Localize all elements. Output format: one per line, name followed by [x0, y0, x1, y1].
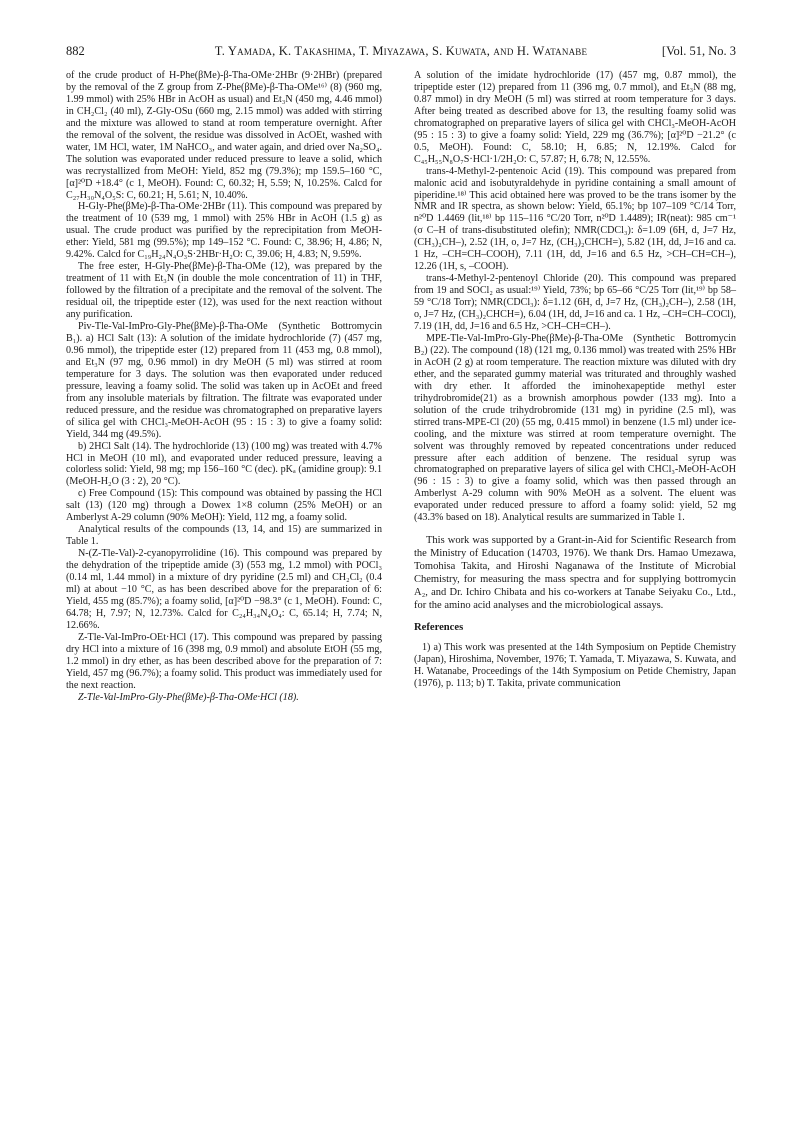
paragraph: trans-4-Methyl-2-pentenoyl Chloride (20). This compound was prepared from 19 and SOCl₂ as usual:¹⁹⁾ Yield, 73%; bp 65–66 °C/25 Torr (lit,¹⁹⁾ bp 58–59 °C/18 Torr); NMR(CDCl₃): δ=1.12 (6H, d, J=7 Hz, (CH₃)₂CH–), 2.58 (1H, o, J=7 Hz, (CH₃)₂CHCH=), 6.04 (1H, dd, J=16 and ca. 1 Hz, –CH=CH–COCl), 7.19 (1H, dd, J=16 and 6.5 Hz, >CH–CH=CH–). [414, 273, 736, 333]
running-authors: T. Yamada, K. Takashima, T. Miyazawa, S. Kuwata, and H. Watanabe [214, 44, 588, 58]
references-heading: References [414, 622, 464, 634]
paragraph: of the crude product of H-Phe(βMe)-β-Tha-OMe·2HBr (9·2HBr) (prepared by the removal of the Z group from Z-Phe(βMe)-β-Tha-OMe¹⁶⁾ (8) (960 mg, 1.99 mmol) with 25% HBr in AcOH as usual) and Et₃N (450 mg, 4.46 mmol) in CH₂Cl₂ (40 ml), Z-Gly-OSu (660 mg, 2.15 mmol) was added with stirring and the mixture was allowed to stand at room temperature overnight. After the removal of the solvent, the residue was dissolved in AcOEt, washed with water, 1M HCl, water, 1M NaHCO₃, and water again, and dried over Na₂SO₄. The solution was evaporated under reduced pressure to leave a solid, which was recrystallized from MeOH: Yield, 852 mg (79.3%); mp 159.5–160 °C, [α]²⁰D +18.4° (c 1, MeOH). Found: C, 60.32; H, 5.59; N, 10.25%. Calcd for C₂₇H₃₀N₄O₅S: C, 60.21; H, 5.61; N, 10.40%. [66, 70, 382, 201]
paragraph: c) Free Compound (15): This compound was obtained by passing the HCl salt (13) (120 mg) through a Dowex 1×8 column (25% MeOH) or an Amberlyst A-29 column (90% MeOH): Yield, 112 mg, a foamy solid. [66, 488, 382, 524]
reference-item: 1) a) This work was presented at the 14th Symposium on Peptide Chemistry (Japan), Hiroshima, November, 1976; T. Yamada, T. Miyazawa, S. Kuwata, and H. Watanabe, Proceedings of the 14th Symposium on Petide Chemistry, Japan (1976), p. 113; b) T. Takita, private communication [414, 642, 736, 690]
paragraph: The free ester, H-Gly-Phe(βMe)-β-Tha-OMe (12), was prepared by the treatment of 11 with Et₃N (in double the mole concentration of 11) in THF, followed by the filtration of a precipitate and the removal of the solvent. The residual oil, the tripeptide ester (12), was used for the next reaction without any purification. [66, 261, 382, 321]
acknowledgement: This work was supported by a Grant-in-Aid for Scientific Research from the Ministry of Education (14703, 1976). We thank Drs. Hamao Umezawa, Tomohisa Takita, and Hiroshi Naganawa of the Institute of Microbial Chemistry, for measuring the mass spectra and for supplying bottromycin A₂, and Dr. Ichiro Chibata and his co-workers at Tanabe Seiyaku Co., Ltd., for the amino acid analyses and the microbiological assays. [414, 535, 736, 612]
running-header [66, 44, 736, 66]
paragraph: trans-4-Methyl-2-pentenoic Acid (19). This compound was prepared from malonic acid and isobutyraldehyde in pyridine containing a small amount of piperidine.¹⁸⁾ This acid obtained here was proved to be the trans isomer by the NMR and IR spectra, as shown below: Yield, 65.1%; bp 107–109 °C/14 Torr, n²⁰D 1.4469 (lit,¹⁸⁾ bp 115–116 °C/20 Torr, n²⁰D 1.4489); IR(neat): 985 cm⁻¹ (σ C–H of trans-disubstituted olefin); NMR(CDCl₃): δ=1.09 (6H, d, J=7 Hz, (CH₃)₂CH–), 2.52 (1H, o, J=7 Hz, (CH₃)₂CHCH=), 5.82 (1H, dd, J=16 and ca. 1 Hz, –CH=CH–COOH), 7.11 (1H, dd, J=16 and 6.5 Hz, >CH–CH=CH–), 12.26 (1H, s, –COOH). [414, 165, 736, 273]
left-column [66, 70, 382, 704]
paragraph: H-Gly-Phe(βMe)-β-Tha-OMe·2HBr (11). This compound was prepared by the treatment of 10 (539 mg, 1 mmol) with 25% HBr in AcOH (1.5 g) as usual. The crude product was purified by the reprecipitation from MeOH-ether: Yield, 581 mg (99.5%); mp 149–152 °C. Found: C, 38.96; H, 4.86; N, 9.42%. Calcd for C₁₉H₂₄N₄O₃S·2HBr·H₂O: C, 39.06; H, 4.83; N, 9.59%. [66, 201, 382, 261]
page-number: 882 [66, 44, 85, 58]
paragraph: N-(Z-Tle-Val)-2-cyanopyrrolidine (16). This compound was prepared by the dehydration of the tripeptide amide (3) (553 mg, 1.2 mmol) with POCl₃ (0.14 ml, 1.44 mmol) in a mixture of dry pyridine (2.5 ml) and CH₂Cl₂ (0.4 ml) at about −10 °C, as has been described above for the preparation of 6: Yield, 455 mg (85.7%); a foamy solid, [α]²⁰D −98.3° (c 1, MeOH). Found: C, 64.78; H, 7.97; N, 12.73%. Calcd for C₂₄H₃₄N₄O₄: C, 65.14; H, 7.74; N, 12.66%. [66, 548, 382, 631]
paragraph: b) 2HCl Salt (14). The hydrochloride (13) (100 mg) was treated with 4.7% HCl in MeOH (10 ml), and evaporated under reduced pressure, leaving a colorless solid: Yield, 98 mg; mp 156–160 °C (dec). pKₐ (amidine group): 9.1 (MeOH-H₂O (3 : 2), 20 °C). [66, 440, 382, 488]
paragraph: Piv-Tle-Val-ImPro-Gly-Phe(βMe)-β-Tha-OMe (Synthetic Bottromycin B₁). a) HCl Salt (13): A solution of the imidate hydrochloride (7) (457 mg, 0.96 mmol), the tripeptide ester (12) prepared from 11 (453 mg, 0.8 mmol), and Et₃N (97 mg, 0.96 mmol) in dry MeOH (5 ml) was stirred at room temperature for 3 days. The solution was then evaporated under reduced pressure, leaving a foamy solid. The solid was taken up in AcOEt and freed from any insoluble materials by filtration. The filtrate was evaporated under reduced pressure, and the residue was chromatographed on preparative layers of silica gel with CHCl₃-MeOH-AcOH (95 : 15 : 3) to give a foamy solid: Yield, 344 mg (49.5%). [66, 321, 382, 440]
paragraph: Z-Tle-Val-ImPro-OEt·HCl (17). This compound was prepared by passing dry HCl into a mixture of 16 (398 mg, 0.9 mmol) and absolute EtOH (55 mg, 1.2 mmol) in dry ether, as has been described above for the preparation of 7: Yield, 457 mg (96.7%); a foamy solid. This product was immediately used for the next reaction. [66, 631, 382, 691]
paragraph: A solution of the imidate hydrochloride (17) (457 mg, 0.87 mmol), the tripeptide ester (12) prepared from 11 (396 mg, 0.7 mmol), and Et₃N (88 mg, 0.87 mmol) in dry MeOH (5 ml) was stirred at room temperature for 3 days. After being treated as described above for 13, the resulting foamy solid was chromatographed on preparative layers of silica gel with CHCl₃-MeOH-AcOH (95 : 15 : 3) to give a foamy solid: Yield, 229 mg (36.7%); [α]²⁰D −21.2° (c 0.5, MeOH). Found: C, 58.10; H, 6.85; N, 12.19%. Calcd for C₄₅H₅₅N₈O₇S·HCl·1/2H₂O: C, 57.87; H, 6.78; N, 12.55%. [414, 70, 736, 165]
paragraph: MPE-Tle-Val-ImPro-Gly-Phe(βMe)-β-Tha-OMe (Synthetic Bottromycin B₂) (22). The compound (18) (121 mg, 0.136 mmol) was treated with 25% HBr in AcOH (2 g) at room temperature. The reaction mixture was diluted with dry ether, and the separated gummy material was triturated and throughly washed with dry ether. It afforded the iminohexapeptide methyl ester trihydrobromide(21) as a brownish amorphous powder (133 mg). Into a solution of the crude trihydrobromide (131 mg) in pyridine (2.5 ml), was stirred trans-MPE-Cl (20) (55 mg, 0.415 mmol) in benzene (1.5 ml) under ice-cooling, and the mixture was stirred at room temperature overnight. The solvent was throughly removed by repeated concentrations under reduced pressure after each addition of benzene. The residual syrup was chromatographed on preparative layers of silica gel with CHCl₃-MeOH-AcOH (96 : 15 : 3) to give a foamy solid, which was then passed through an Amberlyst A-29 column with 90% MeOH as a solvent. The eluent was evaporated under reduced pressure to afford a foamy solid: yield, 52 mg (43.3% based on 18). Analytical results are summarized in Table 1. [414, 332, 736, 524]
paragraph: Analytical results of the compounds (13, 14, and 15) are summarized in Table 1. [66, 524, 382, 548]
paragraph: Z-Tle-Val-ImPro-Gly-Phe(βMe)-β-Tha-OMe·HCl (18). [78, 691, 299, 703]
volume-info: [Vol. 51, No. 3 [661, 44, 736, 58]
right-column [414, 70, 736, 690]
